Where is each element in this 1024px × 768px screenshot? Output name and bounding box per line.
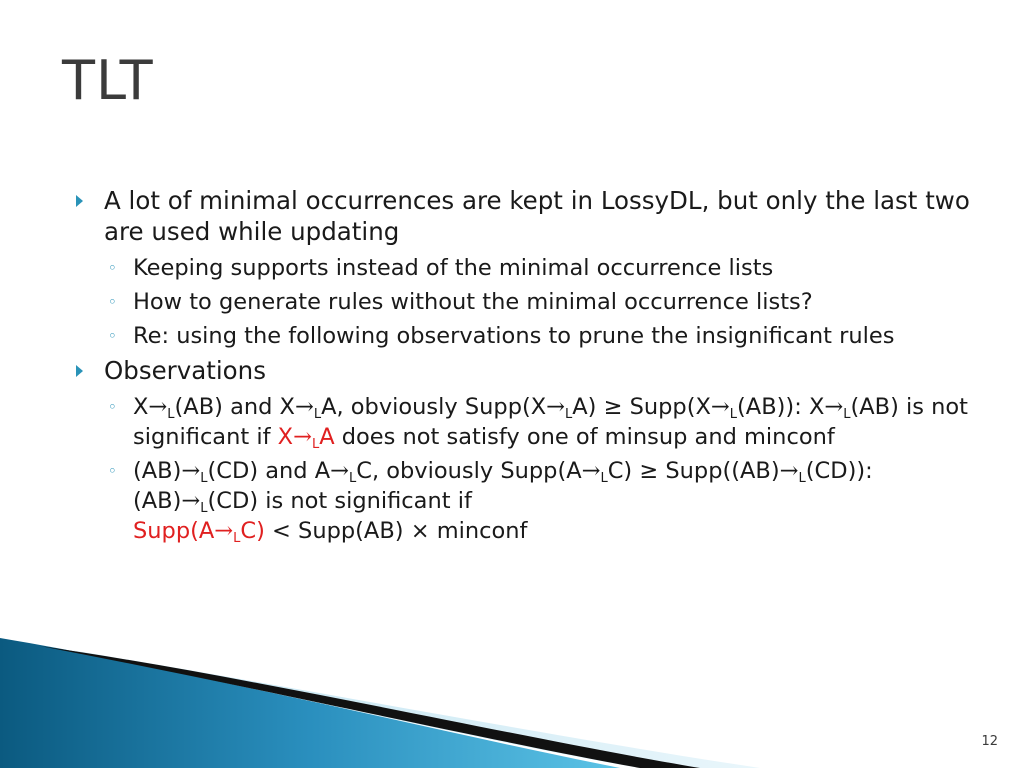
observation-2 (76, 456, 976, 546)
highlighted-support: $Supp(A\to_LC)$ (133, 518, 265, 546)
sub-bullet-text: Keeping supports instead of the minimal occurrence lists (133, 255, 774, 281)
bullet-text: A lot of minimal occurrences are kept in LossyDL, but only the last two are used while updating (104, 186, 970, 246)
triangle-bullet-icon (76, 195, 83, 207)
obs1-text: $X\to_L(AB)$ and $X\to_LA$, obviously $Supp(X\to_LA)$ ≥ $Supp(X\to_L(AB))$: $X\to_L(AB)$ is not significant if $X\to_LA$ does not satisfy one of minsup and minconf (133, 394, 968, 452)
sub-bullet-text: Re: using the following observations to prune the insignificant rules (133, 323, 895, 349)
circle-bullet-icon: ◦ (108, 327, 117, 345)
decorative-swoosh (0, 638, 1024, 768)
slide-body (76, 185, 976, 550)
circle-bullet-icon: ◦ (108, 398, 117, 416)
sub-bullet-item (76, 321, 976, 351)
sub-bullet-item (76, 253, 976, 283)
circle-bullet-icon: ◦ (108, 293, 117, 311)
bullet-item (76, 185, 976, 247)
bullet-text: Observations (104, 356, 266, 385)
bullet-item (76, 355, 976, 386)
triangle-bullet-icon (76, 365, 83, 377)
circle-bullet-icon: ◦ (108, 259, 117, 277)
sub-bullet-text: How to generate rules without the minimal occurrence lists? (133, 289, 813, 315)
slide-title: TLT (62, 49, 154, 112)
sub-bullet-item (76, 287, 976, 317)
page-number: 12 (981, 734, 998, 749)
highlighted-rule: $X\to_LA$ (277, 424, 335, 452)
circle-bullet-icon: ◦ (108, 462, 117, 480)
observation-1 (76, 392, 976, 452)
obs2-text: $(AB)\to_L(CD)$ and $A\to_LC$, obviously $Supp(A\to_LC)$ ≥ $Supp((AB)\to_L(CD))$: $(AB)\to_L(CD)$ is not significant if $Supp(A\to_LC)$ < Supp(AB) × minconf (133, 458, 873, 546)
